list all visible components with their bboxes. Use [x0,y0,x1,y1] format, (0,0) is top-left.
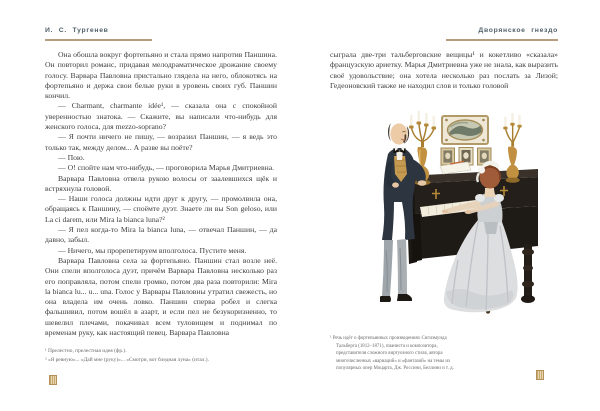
footnote: ¹ Прелестно, прелестная идея (фр.). [45,348,127,354]
paragraph: — Наши голоса должны идти друг к другу, — промолвила она, обращаясь к Паншину, — споёмте дуэт. Знаете ли вы Son geloso, или La ci darem, или Mira la bianca luna?² [45,194,277,224]
running-head-title: Дворянское гнездо [478,27,558,34]
framed-picture [442,116,488,144]
left-page-body [45,50,277,338]
header-rule-left [45,39,152,41]
right-page-body [330,50,558,91]
running-head-author: И. С. Тургенев [45,27,109,34]
header-rule-right [446,39,558,41]
left-page-footnotes [45,347,277,365]
paragraph: Она обошла вокруг фортепьяно и стала прямо напротив Паншина. Он повторил романс, придавая мелодраматическое дрожание своему голосу. Варвара Павловна пристально глядела на него, облокотясь на фортепьяно и держа свои белые руки в уровень своих губ. Паншин кончил. [45,50,277,101]
paragraph: Варвара Павловна села за фортепьяно. Паншин стал возле неё. Они спели вполголоса дуэт, причём Варвара Павловна несколько раз его поправляла, потом спели громко, потом два раза повторили: Mira la bianca lu... u... una. Голос у Варвары Павловны утратил свежесть, но она владела им очень ловко. Паншин сперва робел и слегка фальшивил, потом вошёл в азарт, и если пел не безукоризненно, то шевелил плечами, покачивал всем туловищем и поднимал по временам руку, как настоящий певец. Варвара Павловна [45,255,277,338]
paragraph: — Пою. [58,152,85,162]
piano-scene-illustration [380,110,540,315]
right-page-footnote: ¹ Речь идёт о фортепьянных произведениях Сигизмунда Тальберга (1812–1871), пианиста и композитора, представителя сложного виртуозного стиля, автора многочисленных «вариаций» и «фантазий» на темы из популярных опер Моцарта, Дж. Россини, Беллини и т. д. [330,336,454,371]
paragraph: — Charmant, charmante idée¹, — сказала она с спокойной уверенностью знатока. — Скажите, вы написали что-нибудь для женского голоса, для mezzo-soprano? [45,101,277,132]
paragraph: — О! спойте нам что-нибудь, — проговорила Марья Дмитриевна. [58,163,275,173]
paragraph: — Я почти ничего не пишу, — возразил Паншин, — я ведь это только так, между делом... А разве вы поёте? [45,132,277,152]
footnote: ² «Я ревную»... «Дай мне (руку)»... «Смотри, вот бледная луна» (итал.). [45,356,209,363]
paragraph: сыграла две-три тальберговские вещицы¹ и кокетливо «сказала» французскую ариетку. Марья Дмитриевна уже не знала, как выразить своё удовольствие; она хотела несколько раз послать за Лизой; Гедеоновский также не находил слов и только головой [330,50,558,90]
paragraph: — Я пел когда-то Mira la bianca luna, — отвечал Паншин, — да давно, забыл. [45,225,277,245]
paragraph: Варвара Павловна отвела рукою волосы от заалевшихся щёк и встряхнула головой. [45,173,277,193]
page-ornament-left [49,375,57,385]
page-ornament-right [536,370,544,380]
paragraph: — Ничего, мы прорепетируем вполголоса. Пустите меня. [58,245,247,255]
